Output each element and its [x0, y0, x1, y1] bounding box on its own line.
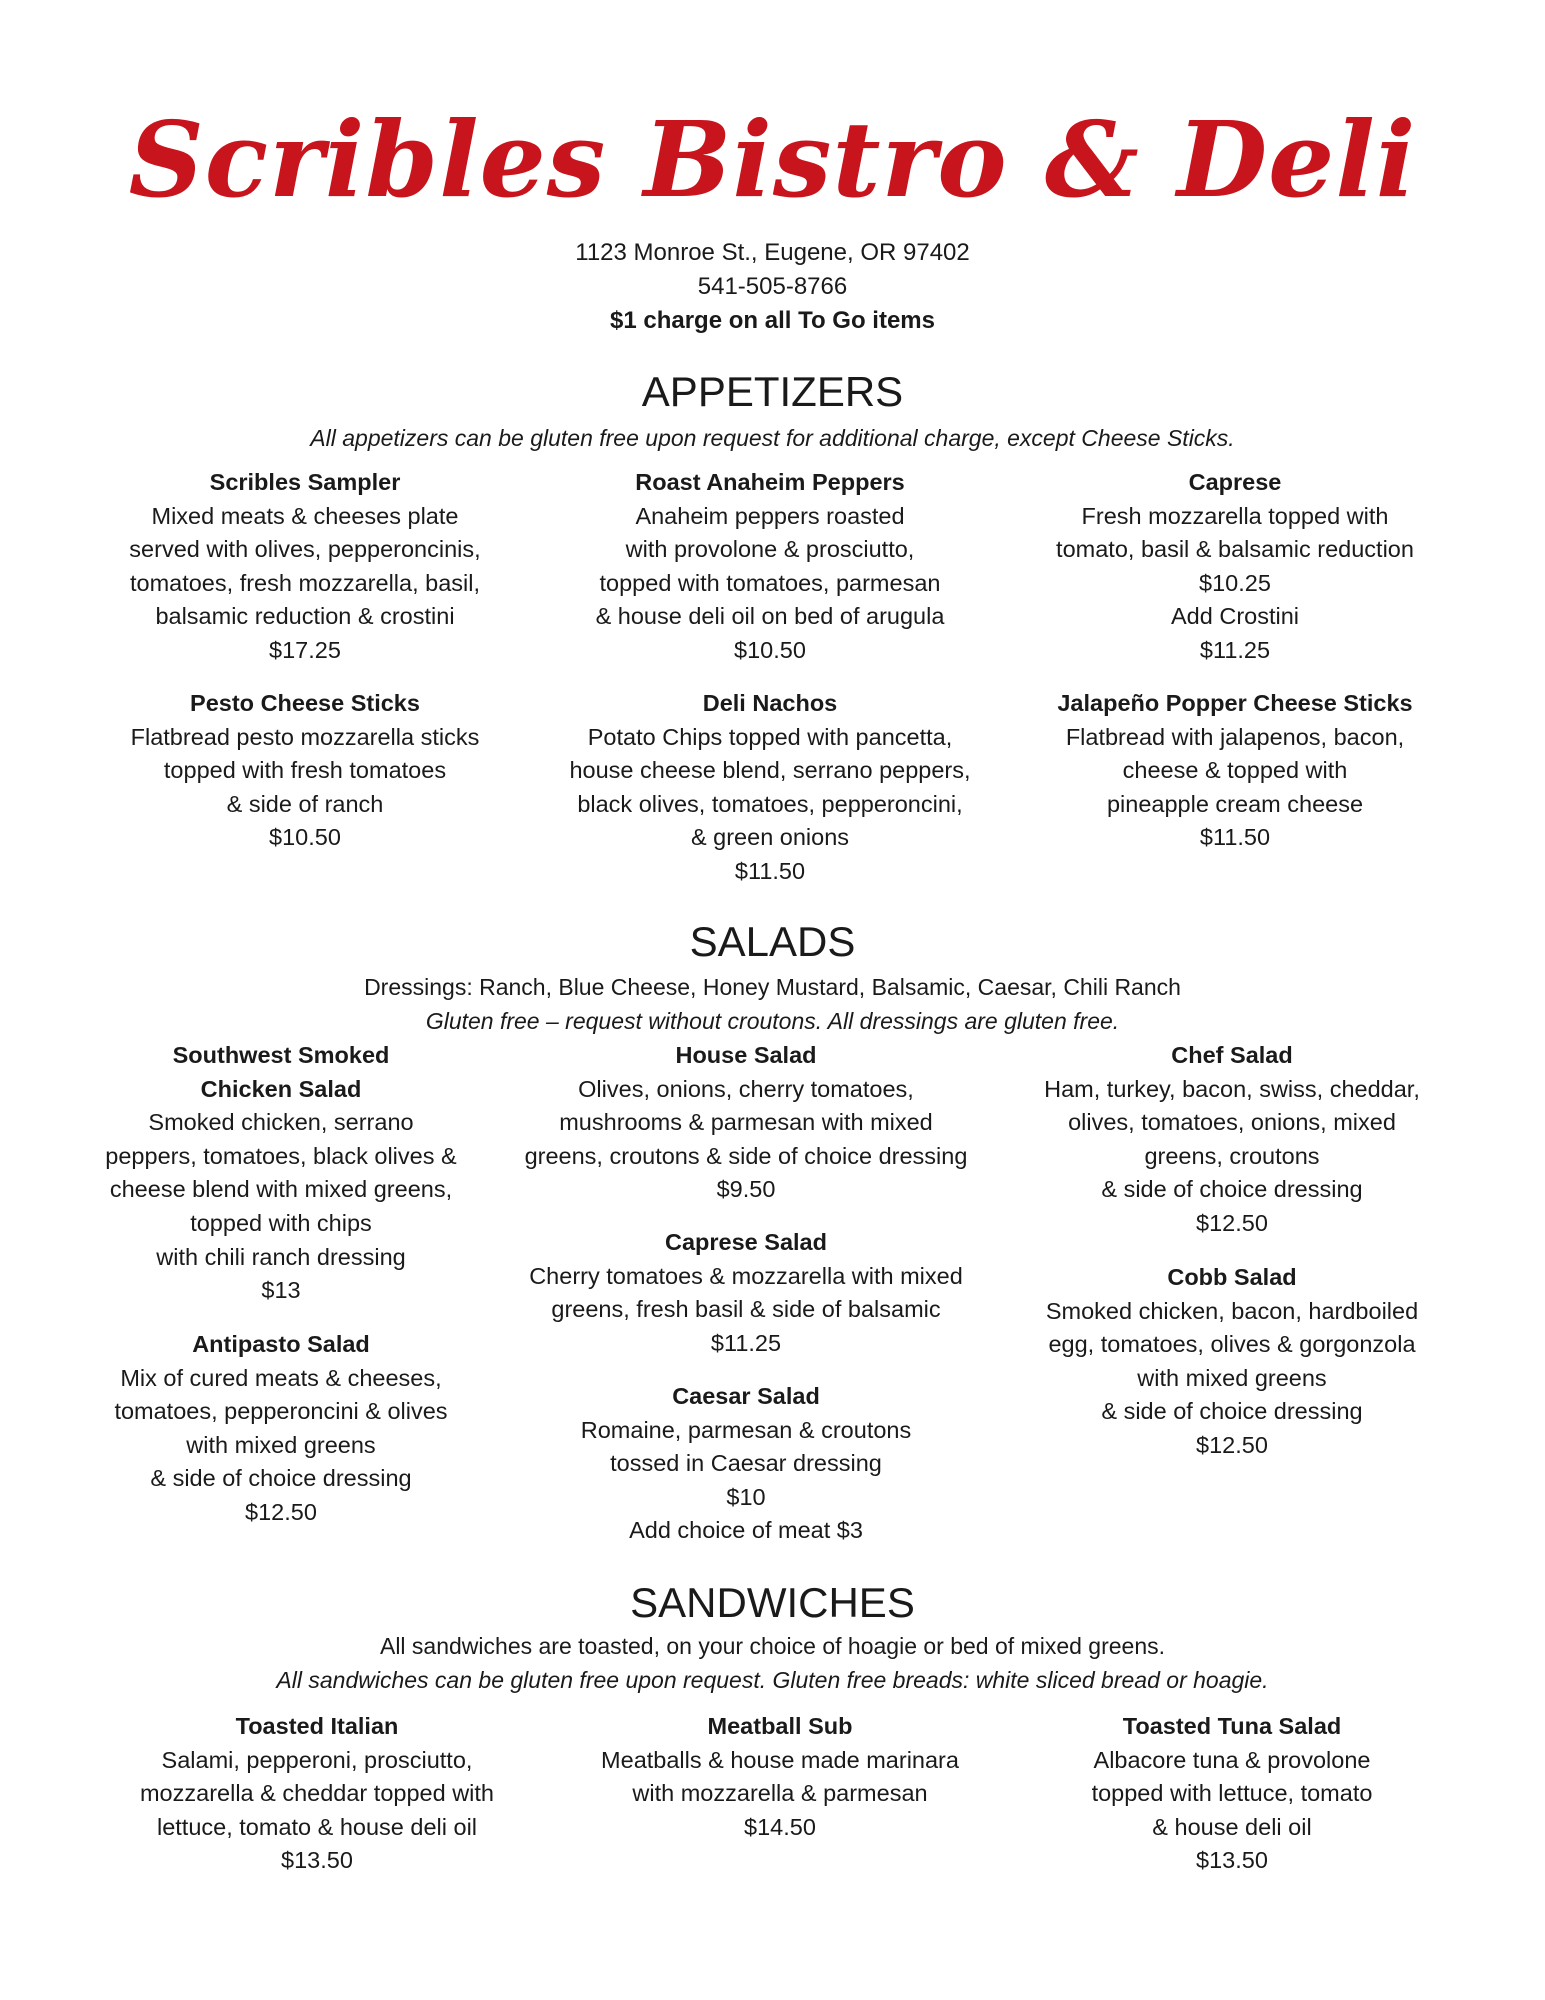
item-name: Caprese Salad — [665, 1229, 827, 1255]
item-desc: & side of choice dressing — [150, 1465, 412, 1492]
appetizers-heading: APPETIZERS — [641, 368, 904, 415]
address: 1123 Monroe St., Eugene, OR 97402 — [575, 239, 970, 266]
item-name: Southwest Smoked — [172, 1042, 390, 1068]
item-desc: Olives, onions, cherry tomatoes, — [578, 1075, 914, 1102]
appetizers-note: All appetizers can be gluten free upon request for additional charge, except Cheese Sticks. — [310, 425, 1235, 451]
item-desc: & house deli oil on bed of arugula — [595, 603, 945, 630]
item-name: Antipasto Salad — [192, 1331, 370, 1357]
item-price: $10.50 — [734, 636, 806, 663]
item-name: Toasted Tuna Salad — [1122, 1713, 1342, 1739]
item-desc: mushrooms & parmesan with mixed — [559, 1109, 933, 1136]
item-desc: with mixed greens — [186, 1431, 376, 1458]
item-desc: & side of choice dressing — [1101, 1176, 1363, 1203]
item-desc: with provolone & prosciutto, — [625, 536, 915, 563]
item-desc: with mixed greens — [1137, 1364, 1327, 1391]
item-desc: topped with tomatoes, parmesan — [599, 569, 941, 596]
item-desc: served with olives, pepperoncinis, — [129, 536, 481, 563]
item-desc: tossed in Caesar dressing — [610, 1450, 882, 1477]
item-desc: with chili ranch dressing — [156, 1243, 406, 1270]
item-desc: olives, tomatoes, onions, mixed — [1068, 1109, 1396, 1136]
item-desc: pineapple cream cheese — [1106, 790, 1364, 817]
menu-item-roast-anaheim-peppers — [535, 466, 1005, 668]
restaurant-title: Scribles Bistro & Deli — [128, 98, 1417, 221]
item-price: $13.50 — [281, 1847, 353, 1874]
item-name: Scribles Sampler — [209, 469, 401, 495]
item-desc: balsamic reduction & crostini — [155, 603, 455, 630]
item-desc: topped with lettuce, tomato — [1091, 1780, 1373, 1807]
item-desc: with mozzarella & parmesan — [632, 1780, 928, 1807]
item-desc: cheese blend with mixed greens, — [109, 1176, 453, 1203]
item-price: $12.50 — [1196, 1431, 1268, 1458]
menu-item-toasted-italian — [82, 1710, 552, 1878]
menu-item-caesar-salad — [508, 1380, 984, 1548]
restaurant-info — [0, 236, 1545, 338]
item-name: Pesto Cheese Sticks — [190, 690, 420, 716]
item-price: $10.50 — [269, 824, 341, 851]
item-name: Chicken Salad — [200, 1075, 362, 1102]
item-price: $12.50 — [1196, 1209, 1268, 1236]
item-name: Deli Nachos — [702, 690, 838, 716]
item-desc: black olives, tomatoes, pepperoncini, — [577, 790, 963, 817]
item-desc: topped with fresh tomatoes — [163, 757, 447, 784]
item-desc: Flatbread pesto mozzarella sticks — [130, 723, 480, 750]
sandwiches-note-1: All sandwiches are toasted, on your choice of hoagie or bed of mixed greens. — [379, 1633, 1166, 1659]
item-desc: greens, fresh basil & side of balsamic — [551, 1296, 941, 1323]
item-price: $11.50 — [1199, 824, 1271, 851]
item-desc: Fresh mozzarella topped with — [1081, 502, 1389, 529]
item-desc: & side of ranch — [226, 790, 384, 817]
item-desc: egg, tomatoes, olives & gorgonzola — [1048, 1331, 1416, 1358]
item-desc: Salami, pepperoni, prosciutto, — [161, 1746, 473, 1773]
to-go-note: $1 charge on all To Go items — [610, 307, 935, 334]
menu-item-meatball-sub — [545, 1710, 1015, 1844]
item-price: $11.25 — [710, 1329, 782, 1356]
sandwiches-note-2: All sandwiches can be gluten free upon request. Gluten free breads: white sliced bread or hoagie. — [276, 1667, 1269, 1693]
item-price: $10.25 — [1199, 569, 1271, 596]
menu-item-deli-nachos — [535, 687, 1005, 889]
item-desc: greens, croutons — [1144, 1142, 1320, 1169]
item-price: $11.50 — [734, 857, 806, 884]
item-desc: Flatbread with jalapenos, bacon, — [1065, 723, 1405, 750]
item-desc: tomatoes, fresh mozzarella, basil, — [129, 569, 481, 596]
item-price: $9.50 — [716, 1176, 776, 1203]
item-desc: cheese & topped with — [1122, 757, 1348, 784]
item-desc: tomatoes, pepperoncini & olives — [114, 1398, 448, 1425]
salads-note: Gluten free – request without croutons. All dressings are gluten free. — [425, 1008, 1120, 1034]
salads-heading: SALADS — [689, 918, 856, 965]
menu-item-caprese — [1000, 466, 1470, 668]
sandwiches-heading: SANDWICHES — [630, 1579, 915, 1626]
menu-item-house-salad — [508, 1039, 984, 1207]
item-name: Toasted Italian — [235, 1713, 399, 1739]
item-desc: & green onions — [690, 824, 850, 851]
menu-item-antipasto-salad — [46, 1328, 516, 1530]
item-desc: Smoked chicken, bacon, hardboiled — [1045, 1297, 1419, 1324]
item-price: $13.50 — [1196, 1847, 1268, 1874]
item-desc: mozzarella & cheddar topped with — [139, 1780, 494, 1807]
item-desc: Anaheim peppers roasted — [635, 502, 905, 529]
menu-item-cobb-salad — [997, 1261, 1467, 1463]
item-desc: Smoked chicken, serrano — [148, 1109, 414, 1136]
item-desc: Albacore tuna & provolone — [1093, 1746, 1371, 1773]
item-desc: Mix of cured meats & cheeses, — [120, 1364, 442, 1391]
menu-item-chef-salad — [997, 1039, 1467, 1241]
item-name: Caesar Salad — [672, 1383, 820, 1409]
item-name: Chef Salad — [1171, 1042, 1293, 1068]
item-price: $14.50 — [744, 1813, 816, 1840]
item-desc: Potato Chips topped with pancetta, — [587, 723, 953, 750]
item-desc: & side of choice dressing — [1101, 1398, 1363, 1425]
item-desc: Romaine, parmesan & croutons — [580, 1416, 912, 1443]
item-name: Jalapeño Popper Cheese Sticks — [1057, 690, 1413, 716]
menu-item-toasted-tuna-salad — [997, 1710, 1467, 1878]
item-name: Meatball Sub — [707, 1713, 853, 1739]
item-price: $12.50 — [245, 1498, 317, 1525]
menu-item-scribles-sampler — [70, 466, 540, 668]
item-desc: topped with chips — [190, 1209, 372, 1236]
menu-item-caprese-salad — [508, 1226, 984, 1360]
item-name: Roast Anaheim Peppers — [635, 469, 905, 495]
phone: 541-505-8766 — [697, 273, 848, 300]
item-name: House Salad — [675, 1042, 817, 1068]
item-price: $17.25 — [269, 636, 341, 663]
menu-item-pesto-cheese-sticks — [70, 687, 540, 855]
item-desc: greens, croutons & side of choice dressing — [524, 1142, 968, 1169]
item-desc: Meatballs & house made marinara — [601, 1746, 959, 1773]
item-desc: Ham, turkey, bacon, swiss, cheddar, — [1044, 1075, 1420, 1102]
item-price: $11.25 — [1199, 636, 1271, 663]
menu-item-southwest-smoked-chicken-salad — [46, 1039, 516, 1308]
salads-dressings: Dressings: Ranch, Blue Cheese, Honey Mustard, Balsamic, Caesar, Chili Ranch — [364, 974, 1181, 1000]
item-name: Caprese — [1188, 469, 1282, 495]
item-name: Cobb Salad — [1167, 1264, 1297, 1290]
item-price: $10 — [726, 1483, 766, 1510]
menu-item-jalapeno-popper-cheese-sticks — [1000, 687, 1470, 855]
item-desc: & house deli oil — [1152, 1813, 1312, 1840]
item-desc: lettuce, tomato & house deli oil — [156, 1813, 478, 1840]
item-desc: peppers, tomatoes, black olives & — [105, 1142, 457, 1169]
item-desc: Cherry tomatoes & mozzarella with mixed — [529, 1262, 963, 1289]
item-desc: Add Crostini — [1171, 603, 1299, 630]
item-desc: Add choice of meat $3 — [629, 1517, 863, 1544]
item-price: $13 — [261, 1277, 301, 1304]
item-desc: Mixed meats & cheeses plate — [151, 502, 459, 529]
item-desc: house cheese blend, serrano peppers, — [569, 757, 971, 784]
item-desc: tomato, basil & balsamic reduction — [1056, 536, 1414, 563]
